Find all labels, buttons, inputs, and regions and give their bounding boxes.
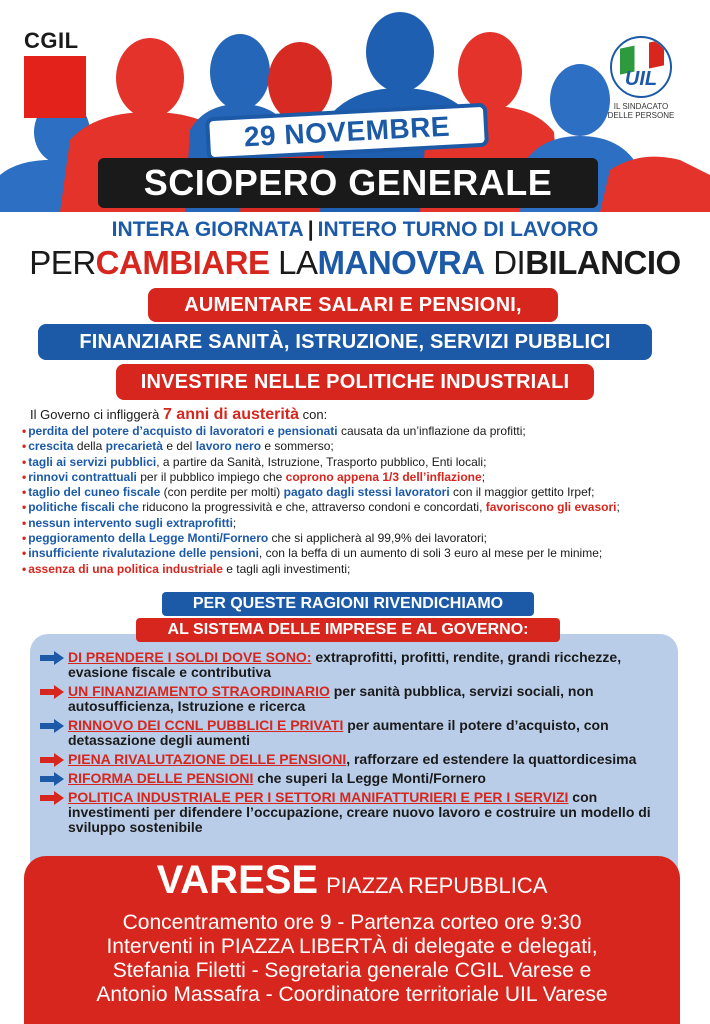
- demand-keyword: DI PRENDERE I SOLDI DOVE SONO:: [68, 649, 312, 665]
- measure-text: causata da un’inflazione da profitti;: [337, 424, 526, 438]
- demand-banner-salaries: AUMENTARE SALARI E PENSIONI,: [148, 288, 558, 322]
- uil-logo: [600, 36, 682, 120]
- government-measure-item: [22, 500, 702, 515]
- demand-keyword: UN FINANZIAMENTO STRAORDINARIO: [68, 683, 330, 699]
- bullet-icon: •: [22, 531, 27, 546]
- measure-text: rinnovi contrattuali: [28, 469, 137, 484]
- government-measure-item: [22, 546, 702, 561]
- measure-text: e tagli agli investimenti;: [222, 561, 351, 576]
- cgil-logo: [24, 30, 90, 118]
- event-line-schedule: Concentramento ore 9 - Partenza corteo ore 9:30: [122, 911, 582, 934]
- measure-text: riducono la progressività e che, attraverso condoni e concordati,: [138, 500, 486, 515]
- event-line-speaker-cgil: Stefania Filetti - Segretaria generale CGIL Varese e: [112, 959, 592, 982]
- government-measure-item: [22, 424, 702, 439]
- measure-text: per il pubblico impiego che: [136, 469, 286, 484]
- arrow-right-icon: [40, 719, 64, 733]
- strike-purpose: [0, 244, 710, 282]
- measure-text: precarietà: [105, 439, 163, 454]
- event-square: PIAZZA REPUBBLICA: [326, 873, 548, 898]
- government-measures-list: [22, 424, 702, 577]
- strike-banner: [98, 158, 598, 208]
- demand-keyword: POLITICA INDUSTRIALE PER I SETTORI MANIFATTURIERI E PER I SERVIZI: [68, 789, 569, 805]
- purpose-word: DI: [484, 244, 526, 281]
- arrow-right-icon: [40, 685, 64, 699]
- measure-text: tagli ai servizi pubblici: [28, 454, 157, 469]
- bullet-icon: •: [22, 454, 27, 469]
- bullet-icon: •: [22, 469, 27, 484]
- intro-after: con:: [299, 407, 328, 422]
- government-measure-item: [22, 439, 702, 454]
- measure-text: (con perdite per molti): [160, 485, 284, 500]
- government-measure-item: [22, 485, 702, 500]
- government-measure-item: [22, 470, 702, 485]
- bullet-icon: •: [22, 561, 27, 576]
- demand-keyword: RINNOVO DEI CCNL PUBBLICI E PRIVATI: [68, 717, 344, 733]
- demand-item: [40, 718, 668, 748]
- measure-text: ;: [232, 515, 237, 530]
- bullet-icon: •: [22, 424, 27, 438]
- purpose-word: MANOVRA: [317, 244, 485, 281]
- government-measure-item: [22, 516, 702, 531]
- event-line-speaker-uil: Antonio Massafra - Coordinatore territoriale UIL Varese: [96, 983, 608, 1006]
- measure-text: e del: [162, 439, 196, 454]
- measure-text: insufficiente rivalutazione delle pensioni: [28, 546, 259, 561]
- arrow-right-icon: [40, 753, 64, 767]
- demand-keyword: PIENA RIVALUTAZIONE DELLE PENSIONI: [68, 751, 347, 767]
- measure-text: , a partire da Sanità, Istruzione, Trasporto pubblico, Enti locali;: [156, 454, 487, 469]
- measure-text: peggioramento della Legge Monti/Fornero: [28, 531, 269, 546]
- intro-highlight: 7 anni di austerità: [162, 406, 299, 423]
- measure-text: ;: [616, 500, 620, 515]
- measure-text: della: [73, 439, 106, 454]
- measure-text: crescita: [28, 439, 74, 454]
- purpose-word: PER: [29, 244, 96, 281]
- measure-text: e sommerso;: [261, 439, 334, 454]
- demand-text: che superi la Legge Monti/Fornero: [253, 770, 486, 786]
- demand-text: per sanità pubblica, servizi sociali, non autosufficienza, Istruzione e ricerca: [68, 683, 594, 714]
- event-line-speeches: Interventi in PIAZZA LIBERTÀ di delegate e delegati,: [106, 935, 598, 958]
- event-location: [24, 858, 680, 911]
- uil-logo-text: UIL: [624, 68, 658, 90]
- purpose-word: CAMBIARE: [95, 244, 270, 281]
- demand-text: per aumentare il potere d’acquisto, con detassazione degli aumenti: [68, 717, 609, 748]
- purpose-word: BILANCIO: [525, 244, 681, 281]
- demand-banner-services: FINANZIARE SANITÀ, ISTRUZIONE, SERVIZI PUBBLICI: [38, 324, 652, 360]
- demands-list: [40, 650, 668, 835]
- uil-tagline: IL SINDACATO DELLE PERSONE: [607, 102, 675, 120]
- measure-text: taglio del cuneo fiscale: [28, 485, 161, 500]
- purpose-word: LA: [269, 244, 318, 281]
- government-measure-item: [22, 455, 702, 470]
- duration-part-1: INTERA GIORNATA: [111, 218, 304, 241]
- arrow-right-icon: [40, 772, 64, 786]
- cgil-logo-square: [24, 56, 86, 118]
- government-measure-item: [22, 531, 702, 546]
- demand-item: [40, 684, 668, 714]
- measure-text: favoriscono gli evasori: [485, 500, 617, 515]
- bullet-icon: •: [22, 515, 27, 530]
- demand-banner-industry: INVESTIRE NELLE POLITICHE INDUSTRIALI: [116, 364, 594, 400]
- measure-text: pagato dagli stessi lavoratori: [283, 485, 450, 500]
- strike-date: 29 NOVEMBRE: [243, 110, 451, 153]
- cgil-logo-text: CGIL: [24, 28, 79, 53]
- measure-text: assenza di una politica industriale: [28, 561, 223, 576]
- demands-title-line-2: AL SISTEMA DELLE IMPRESE E AL GOVERNO:: [136, 618, 560, 642]
- bullet-icon: •: [22, 439, 27, 454]
- demand-item: [40, 771, 668, 786]
- government-measure-item: [22, 562, 702, 577]
- measure-text: , con la beffa di un aumento di soli 3 euro al mese per le minime;: [258, 546, 603, 561]
- demand-item: [40, 752, 668, 767]
- measure-text: politiche fiscali che: [28, 500, 139, 515]
- duration-separator: |: [307, 218, 314, 241]
- demand-text: con investimenti per difendere l’occupazione, creare nuovo lavoro e costruire un modello di sviluppo sostenibile: [68, 789, 651, 835]
- header: [0, 0, 710, 212]
- bullet-icon: •: [22, 485, 27, 500]
- strike-duration: [0, 218, 710, 242]
- demand-keyword: RIFORMA DELLE PENSIONI: [68, 770, 254, 786]
- bullet-icon: •: [22, 546, 27, 561]
- arrow-right-icon: [40, 651, 64, 665]
- event-city: VARESE: [156, 858, 319, 902]
- demands-panel: [30, 634, 678, 884]
- intro-before: Il Governo ci infliggerà: [30, 407, 163, 422]
- measure-text: che si applicherà al 99,9% dei lavoratori;: [268, 531, 488, 546]
- measure-text: coprono appena 1/3 dell’inflazione: [285, 469, 482, 484]
- measure-text: ;: [481, 469, 486, 484]
- demand-text: , rafforzare ed estendere la quattordicesima: [346, 751, 637, 767]
- measure-text: con il maggior gettito Irpef;: [449, 485, 595, 500]
- arrow-right-icon: [40, 791, 64, 805]
- event-details: [24, 856, 680, 1024]
- measure-text: lavoro nero: [195, 439, 262, 454]
- uil-logo-emblem: [610, 36, 672, 98]
- measure-text: perdita del potere d’acquisto di lavoratori e pensionati: [28, 424, 338, 438]
- demands-title-line-1: PER QUESTE RAGIONI RIVENDICHIAMO: [162, 592, 534, 616]
- measure-text: nessun intervento sugli extraprofitti: [28, 515, 233, 530]
- bullet-icon: •: [22, 500, 27, 515]
- demand-text: extraprofitti, profitti, rendite, grandi ricchezze, evasione fiscale e contributiva: [68, 649, 622, 680]
- strike-headline: SCIOPERO GENERALE: [143, 162, 553, 203]
- duration-part-2: INTERO TURNO DI LAVORO: [317, 218, 599, 241]
- government-intro: [30, 406, 327, 424]
- demand-item: [40, 650, 668, 680]
- demand-item: [40, 790, 668, 835]
